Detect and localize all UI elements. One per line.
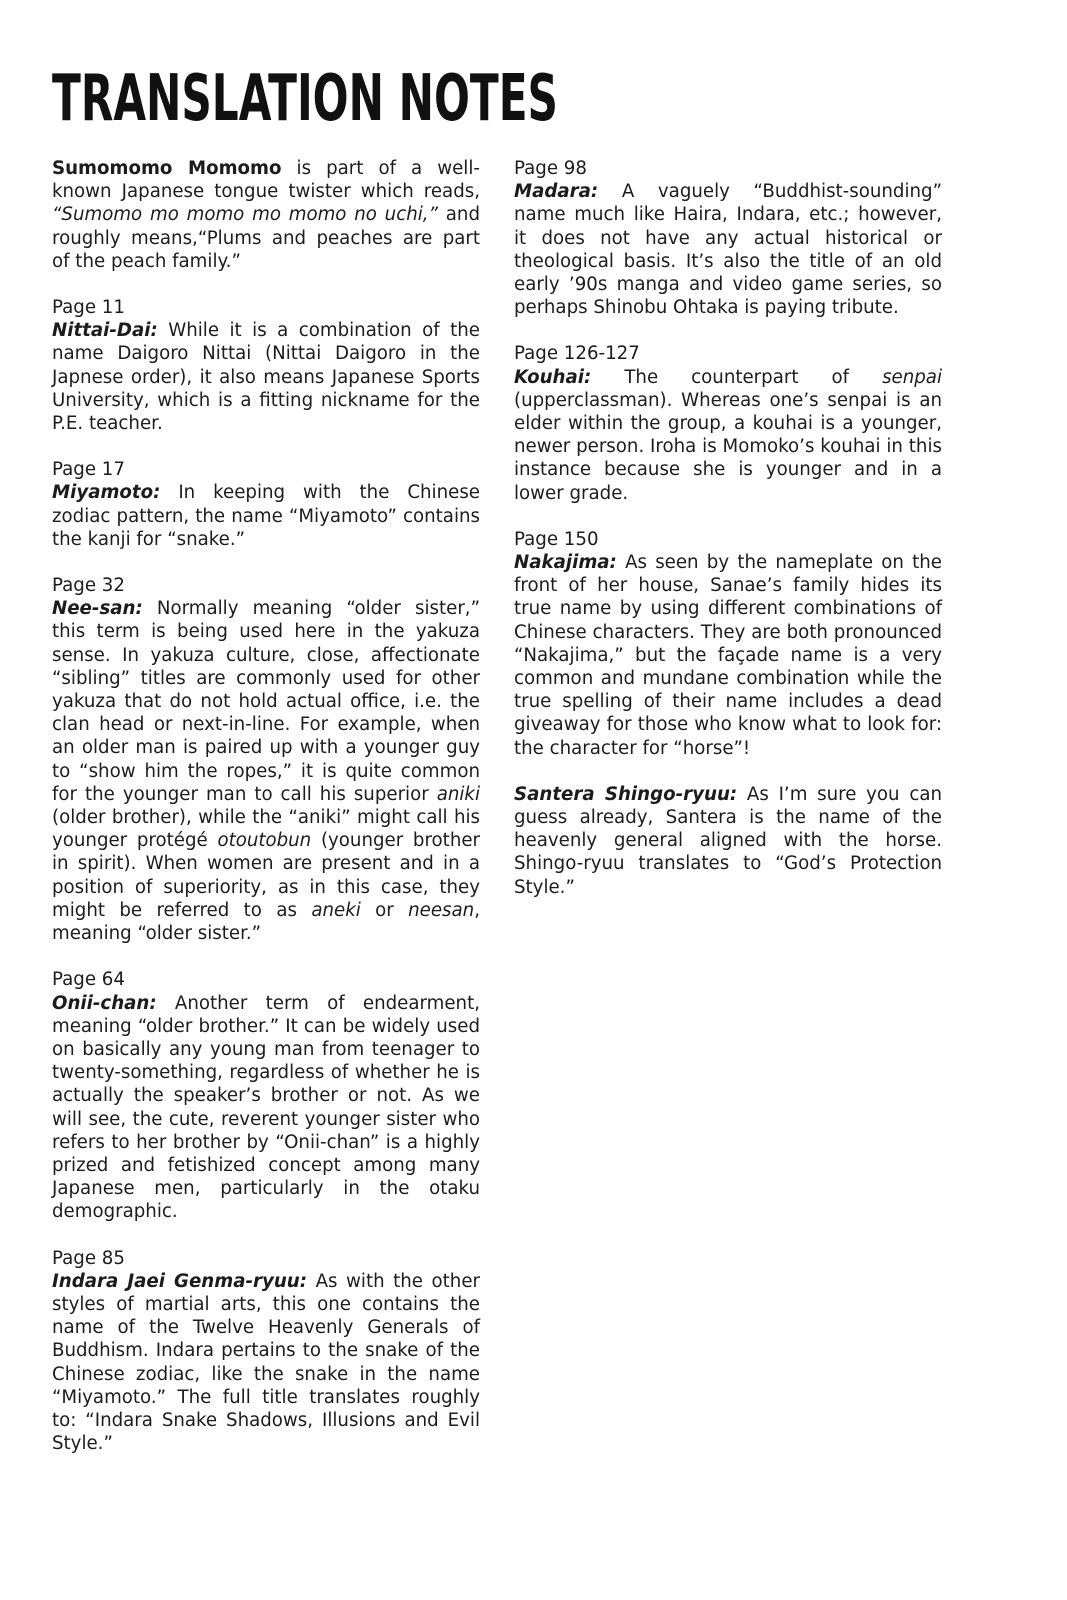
note-body: Nittai-Dai: While it is a combination of the name Daigoro Nittai (Nittai Daigoro in the Japnese order), it also means Japanese Sports University, which is a fitting nickname for the P.E. teacher.	[52, 320, 480, 435]
note-nee-san	[52, 574, 480, 945]
note-body: Indara Jaei Genma-ryuu: As with the other styles of martial arts, this one contains the name of the Twelve Heavenly Generals of Buddhism. Indara pertains to the snake of the Chinese zodiac, like the snake in the name “Miyamoto.” The full title translates roughly to: “Indara Snake Shadows, Illusions and Evil Style.”	[52, 1270, 480, 1455]
page-ref: Page 17	[52, 459, 125, 481]
note-body: Miyamoto: In keeping with the Chinese zodiac pattern, the name “Miyamoto” contains the kanji for “snake.”	[52, 482, 480, 550]
page-ref: Page 32	[52, 575, 125, 597]
note-body: Kouhai: The counterpart of senpai (upperclassman). Whereas one’s senpai is an elder within the group, a kouhai is a younger, newer person. Iroha is Momoko’s kouhai in this instance because she is younger and in a lower grade.	[514, 366, 942, 504]
right-column	[514, 157, 942, 922]
note-term: Nittai-Dai:	[52, 320, 158, 342]
note-miyamoto	[52, 458, 480, 551]
note-term: Nakajima:	[514, 552, 617, 574]
page-ref: Page 11	[52, 297, 125, 319]
note-term: Onii-chan:	[52, 992, 157, 1014]
note-nittai-dai	[52, 296, 480, 435]
note-body: Nee-san: Normally meaning “older sister,” this term is being used here in the yakuza sense. In yakuza culture, close, affectionate “sibling” titles are commonly used for other yakuza that do not hold actual office, i.e. the clan head or next-in-line. For example, when an older man is paired up with a younger guy to “show him the ropes,” it is quite common for the younger man to call his superior aniki (older brother), while the “aniki” might call his younger protégé otoutobun (younger brother in spirit). When women are present and in a position of superiority, as in this case, they might be referred to as aneki or neesan, meaning “older sister.”	[52, 598, 481, 945]
note-body: Onii-chan: Another term of endearment, meaning “older brother.” It can be widely used on basically any young man from teenager to twenty-something, regardless of whether he is actually the speaker’s brother or not. As we will see, the cute, reverent younger sister who refers to her brother by “Onii-chan” is a highly prized and fetishized concept among many Japanese men, particularly in the otaku demographic.	[52, 992, 480, 1223]
note-body: Santera Shingo-ryuu: As I’m sure you can guess already, Santera is the name of the heavenly general aligned with the horse. Shingo-ryuu translates to “God’s Protection Style.”	[514, 783, 942, 898]
page-ref: Page 98	[514, 158, 587, 179]
note-term: Kouhai:	[514, 366, 592, 388]
note-sumomomo	[52, 157, 480, 273]
note-term: Nee-san:	[52, 598, 143, 620]
note-madara	[514, 157, 942, 319]
note-term: Indara Jaei Genma-ryuu:	[52, 1270, 308, 1292]
note-body: Madara: A vaguely “Buddhist-sounding” name much like Haira, Indara, etc.; however, it does not have any actual historical or theological basis. It’s also the title of an old early ’90s manga and video game series, so perhaps Shinobu Ohtaka is paying tribute.	[514, 181, 942, 319]
note-term: Sumomomo Momomo	[52, 158, 282, 179]
left-column	[52, 157, 480, 1478]
note-santera	[514, 783, 942, 899]
note-body: Nakajima: As seen by the nameplate on the front of her house, Sanae’s family hides its true name by using different combinations of Chinese characters. They are both pronounced “Nakajima,” but the façade name is a very common and mundane combination while the true spelling of their name includes a dead giveaway for those who know what to look for: the character for “horse”!	[514, 552, 942, 759]
note-term: Miyamoto:	[52, 482, 161, 504]
note-kouhai	[514, 342, 942, 504]
page-ref: Page 64	[52, 969, 125, 991]
page-ref: Page 150	[514, 528, 599, 550]
note-indara	[52, 1247, 480, 1456]
page-ref: Page 85	[52, 1247, 125, 1269]
note-term: Madara:	[514, 181, 599, 203]
note-body: Sumomomo Momomo is part of a well-known Japanese tongue twister which reads, “Sumomo mo momo mo momo no uchi,” and roughly means,“Plums and peaches are part of the peach family.”	[52, 158, 480, 272]
page-ref: Page 126-127	[514, 343, 640, 365]
note-term: Santera Shingo-ryuu:	[514, 783, 738, 805]
note-onii-chan	[52, 968, 480, 1223]
note-nakajima	[514, 528, 942, 760]
page-title: TRANSLATION NOTES	[52, 62, 558, 136]
